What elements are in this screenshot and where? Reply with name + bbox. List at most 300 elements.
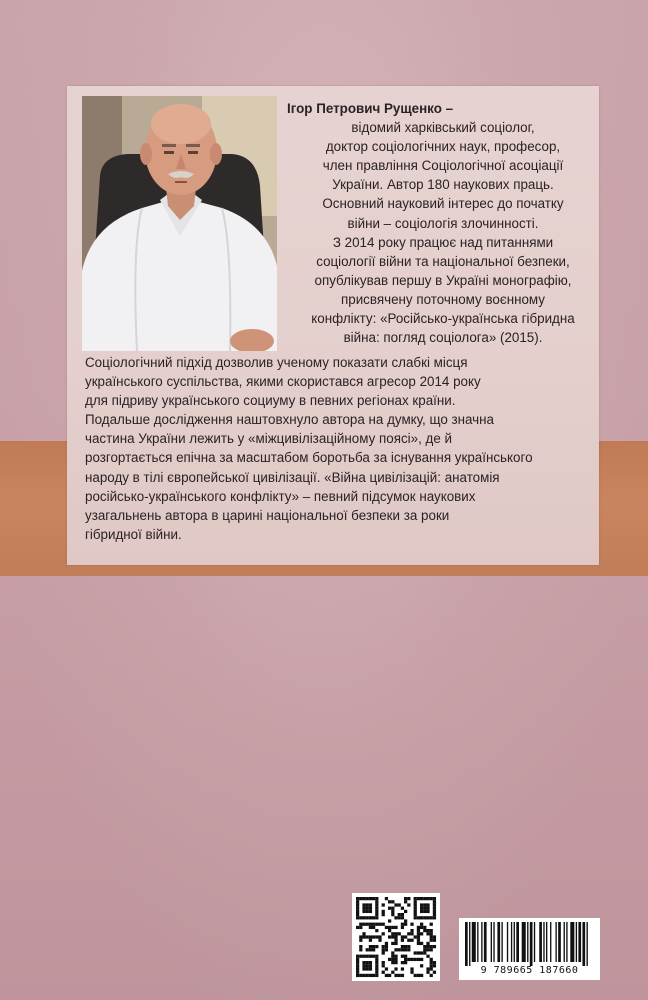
barcode-bar [501, 922, 502, 962]
qr-module [401, 945, 404, 948]
qr-module [398, 903, 401, 906]
bio-line: конфлікту: «Російсько-українська гібридна [311, 311, 575, 327]
qr-module [375, 971, 378, 974]
qr-module [433, 913, 436, 916]
qr-module [420, 923, 423, 926]
qr-module [420, 958, 423, 961]
qr-module [417, 974, 420, 977]
qr-module [356, 955, 359, 958]
qr-module [394, 926, 397, 929]
qr-module [359, 935, 362, 938]
description-line: російсько-українського конфлікту» – певний підсумок наукових [85, 488, 476, 504]
qr-module [394, 948, 397, 951]
qr-module [426, 967, 429, 970]
barcode-bar [484, 922, 487, 962]
qr-module [388, 907, 391, 910]
qr-module [385, 948, 388, 951]
qr-module [366, 923, 369, 926]
isbn-digits: 9 789665 187660 [480, 965, 579, 976]
qr-module [385, 942, 388, 945]
qr-module [375, 961, 378, 964]
author-bio [287, 99, 599, 347]
qr-module [362, 907, 365, 910]
qr-module [388, 919, 391, 922]
description-line: частина України лежить у «міжцивілізаційному поясі», де й [85, 431, 452, 447]
qr-module [423, 926, 426, 929]
qr-module [430, 916, 433, 919]
qr-module [417, 916, 420, 919]
qr-module [382, 948, 385, 951]
qr-module [388, 958, 391, 961]
qr-module [391, 955, 394, 958]
barcode-bar [497, 922, 500, 962]
qr-module [423, 907, 426, 910]
qr-module [369, 923, 372, 926]
barcode-bar [530, 922, 533, 966]
qr-module [423, 897, 426, 900]
qr-module [404, 955, 407, 958]
qr-module [426, 916, 429, 919]
qr-module [385, 945, 388, 948]
barcode-bar [558, 922, 561, 962]
qr-module [388, 926, 391, 929]
barcode-bar [576, 922, 577, 962]
qr-module [359, 945, 362, 948]
qr-module [372, 955, 375, 958]
qr-module [394, 916, 397, 919]
qr-module [426, 948, 429, 951]
qr-module [391, 958, 394, 961]
qr-module [369, 916, 372, 919]
qr-module [369, 964, 372, 967]
qr-module [394, 967, 397, 970]
qr-module [394, 958, 397, 961]
qr-module [394, 935, 397, 938]
qr-module [398, 948, 401, 951]
barcode-bar [469, 922, 470, 966]
qr-module [426, 897, 429, 900]
barcode-bar [522, 922, 526, 962]
qr-module [426, 942, 429, 945]
qr-module [426, 945, 429, 948]
qr-module [375, 903, 378, 906]
qr-module [369, 907, 372, 910]
bio-line: соціології війни та національної безпеки, [316, 253, 570, 269]
qr-module [414, 916, 417, 919]
description-line: Подальше дослідження наштовхнуло автора на думку, що значна [85, 412, 494, 428]
barcode-bar [582, 922, 585, 966]
barcode-bar [546, 922, 547, 962]
qr-module [410, 958, 413, 961]
bio-line: Основний науковий інтерес до початку [322, 196, 564, 212]
qr-module [414, 974, 417, 977]
qr-module [359, 948, 362, 951]
qr-module [410, 939, 413, 942]
barcode-bar [516, 922, 519, 962]
qr-module [382, 961, 385, 964]
qr-module [420, 942, 423, 945]
qr-module [356, 967, 359, 970]
qr-module [426, 910, 429, 913]
qr-module [388, 929, 391, 932]
qr-module [385, 897, 388, 900]
qr-module [426, 929, 429, 932]
qr-module [375, 967, 378, 970]
qr-module [394, 974, 397, 977]
qr-module [433, 910, 436, 913]
qr-module [366, 964, 369, 967]
qr-module [356, 974, 359, 977]
qr-module [369, 945, 372, 948]
description-line: розгортається епічна за масштабом боротьба за існування українського [85, 450, 533, 466]
qr-module [375, 923, 378, 926]
qr-module [404, 923, 407, 926]
qr-module [423, 903, 426, 906]
qr-module [433, 900, 436, 903]
qr-module [362, 923, 365, 926]
qr-module [420, 926, 423, 929]
qr-module [404, 935, 407, 938]
qr-module [426, 903, 429, 906]
qr-module [401, 974, 404, 977]
qr-module [391, 913, 394, 916]
qr-module [382, 951, 385, 954]
qr-module [433, 903, 436, 906]
qr-module [430, 932, 433, 935]
qr-module [433, 907, 436, 910]
isbn-barcode [459, 918, 600, 980]
qr-module [420, 907, 423, 910]
qr-module [414, 903, 417, 906]
qr-module [359, 939, 362, 942]
barcode-bar [477, 922, 478, 962]
qr-module [391, 932, 394, 935]
qr-module [417, 897, 420, 900]
qr-module [359, 897, 362, 900]
qr-module [369, 926, 372, 929]
barcode-bar [550, 922, 551, 962]
qr-module [382, 923, 385, 926]
qr-module [430, 974, 433, 977]
qr-module [382, 971, 385, 974]
qr-module [388, 900, 391, 903]
description-line: українського суспільства, якими скористався агресор 2014 року [85, 374, 481, 390]
qr-module [423, 948, 426, 951]
qr-module [404, 897, 407, 900]
qr-module [420, 932, 423, 935]
qr-module [417, 958, 420, 961]
qr-module [410, 923, 413, 926]
qr-module [356, 926, 359, 929]
qr-module [382, 964, 385, 967]
book-description [85, 353, 595, 544]
qr-module [385, 967, 388, 970]
qr-module [420, 897, 423, 900]
barcode-bar [564, 922, 565, 962]
bio-line: З 2014 року працює над питаннями [332, 234, 554, 250]
barcode-bar [539, 922, 542, 962]
barcode-bar [570, 922, 574, 962]
qr-module [404, 948, 407, 951]
qr-module [391, 926, 394, 929]
qr-module [414, 907, 417, 910]
qr-module [375, 958, 378, 961]
qr-module [375, 964, 378, 967]
qr-module [423, 916, 426, 919]
barcode-bar [465, 922, 468, 966]
qr-module [372, 897, 375, 900]
qr-module [378, 935, 381, 938]
qr-module [385, 974, 388, 977]
qr-module [433, 964, 436, 967]
barcode-bar [555, 922, 556, 962]
qr-module [366, 955, 369, 958]
barcode-bar [514, 922, 515, 962]
qr-module [407, 945, 410, 948]
barcode-bar [472, 922, 476, 962]
qr-module [410, 967, 413, 970]
qr-module [433, 935, 436, 938]
qr-module [423, 951, 426, 954]
qr-module [382, 910, 385, 913]
qr-module [382, 945, 385, 948]
qr-module [430, 923, 433, 926]
qr-module [375, 929, 378, 932]
qr-module [401, 907, 404, 910]
qr-module [369, 967, 372, 970]
qr-module [366, 897, 369, 900]
qr-module [414, 897, 417, 900]
barcode-bar [507, 922, 508, 962]
qr-module [356, 903, 359, 906]
barcode-bar [534, 922, 535, 962]
qr-module [359, 923, 362, 926]
qr-module [375, 916, 378, 919]
qr-module [426, 932, 429, 935]
qr-module [362, 967, 365, 970]
qr-module [401, 961, 404, 964]
qr-module [433, 971, 436, 974]
qr-module [410, 971, 413, 974]
qr-module [430, 897, 433, 900]
qr-module [430, 945, 433, 948]
qr-module [394, 955, 397, 958]
qr-module [407, 958, 410, 961]
qr-module [407, 932, 410, 935]
qr-module [417, 932, 420, 935]
qr-module [372, 974, 375, 977]
description-line: узагальнень автора в царині національної безпеки за роки [85, 507, 450, 523]
qr-module [407, 897, 410, 900]
bio-line: відомий харківський соціолог, [351, 120, 535, 136]
qr-module [430, 929, 433, 932]
qr-module [414, 951, 417, 954]
qr-module [372, 926, 375, 929]
qr-module [420, 974, 423, 977]
qr-module [362, 964, 365, 967]
qr-module [375, 913, 378, 916]
qr-module [362, 916, 365, 919]
qr-module [369, 939, 372, 942]
qr-module [430, 964, 433, 967]
qr-module [423, 945, 426, 948]
qr-module [401, 935, 404, 938]
qr-module [359, 916, 362, 919]
qr-module [426, 907, 429, 910]
qr-module [417, 939, 420, 942]
qr-module [382, 932, 385, 935]
qr-module [417, 942, 420, 945]
qr-module [401, 967, 404, 970]
qr-module [366, 903, 369, 906]
qr-code [352, 893, 440, 981]
qr-module [401, 923, 404, 926]
bio-line: доктор соціологічних наук, професор, [325, 139, 561, 155]
qr-module [394, 932, 397, 935]
qr-module [417, 926, 420, 929]
qr-module [372, 916, 375, 919]
qr-module [394, 961, 397, 964]
qr-module [410, 929, 413, 932]
qr-module [414, 935, 417, 938]
qr-module [401, 926, 404, 929]
qr-module [398, 916, 401, 919]
qr-module [404, 900, 407, 903]
qr-module [433, 916, 436, 919]
qr-module [359, 955, 362, 958]
qr-module [359, 974, 362, 977]
qr-module [362, 932, 365, 935]
qr-module [369, 961, 372, 964]
qr-module [391, 910, 394, 913]
qr-module [366, 967, 369, 970]
qr-module [394, 903, 397, 906]
qr-module [362, 961, 365, 964]
qr-module [375, 935, 378, 938]
description-line: гібридної війни. [85, 526, 182, 542]
bio-line: війни – соціологія злочинності. [347, 215, 539, 231]
qr-module [426, 955, 429, 958]
qr-module [391, 961, 394, 964]
barcode-bar [493, 922, 494, 962]
qr-module [410, 932, 413, 935]
qr-module [414, 958, 417, 961]
description-line: народу в тілі європейської цивілізації. «Війна цивілізацій: анатомія [85, 469, 500, 485]
qr-module [372, 948, 375, 951]
qr-module [388, 935, 391, 938]
bio-line: війна: погляд соціолога» (2015). [343, 330, 543, 346]
qr-module [404, 961, 407, 964]
qr-module [362, 910, 365, 913]
qr-module [398, 974, 401, 977]
bio-line: України. Автор 180 наукових праць. [332, 177, 554, 193]
qr-module [362, 935, 365, 938]
qr-module [407, 948, 410, 951]
qr-module [430, 961, 433, 964]
qr-module [433, 939, 436, 942]
qr-module [420, 903, 423, 906]
qr-module [369, 948, 372, 951]
qr-module [369, 955, 372, 958]
qr-module [407, 939, 410, 942]
qr-module [394, 942, 397, 945]
bio-line: опублікував першу в Україні монографію, [314, 272, 572, 288]
qr-module [433, 897, 436, 900]
qr-module [375, 945, 378, 948]
qr-module [369, 903, 372, 906]
description-line: Соціологічний підхід дозволив ученому показати слабкі місця [85, 355, 468, 370]
qr-module [388, 974, 391, 977]
qr-module [430, 939, 433, 942]
qr-module [391, 951, 394, 954]
qr-module [414, 900, 417, 903]
qr-module [401, 916, 404, 919]
qr-module [420, 910, 423, 913]
qr-module [430, 948, 433, 951]
qr-module [430, 967, 433, 970]
barcode-bar [566, 922, 567, 962]
barcode-bar [578, 922, 581, 962]
qr-module [420, 916, 423, 919]
qr-module [401, 948, 404, 951]
qr-module [356, 907, 359, 910]
qr-module [385, 926, 388, 929]
qr-module [362, 955, 365, 958]
qr-module [430, 958, 433, 961]
author-name: Ігор Петрович Рущенко – [287, 101, 454, 116]
qr-module [423, 929, 426, 932]
barcode-bar [491, 922, 492, 962]
qr-module [375, 955, 378, 958]
barcode-bar [527, 922, 528, 962]
qr-module [356, 897, 359, 900]
qr-module [362, 897, 365, 900]
qr-module [372, 923, 375, 926]
qr-module [356, 900, 359, 903]
qr-module [366, 961, 369, 964]
qr-module [366, 948, 369, 951]
qr-module [391, 942, 394, 945]
qr-module [356, 971, 359, 974]
qr-module [375, 910, 378, 913]
qr-module [430, 935, 433, 938]
qr-module [417, 929, 420, 932]
qr-module [375, 900, 378, 903]
qr-module [391, 907, 394, 910]
qr-module [382, 903, 385, 906]
qr-module [366, 907, 369, 910]
barcode-bar [511, 922, 512, 962]
qr-module [420, 951, 423, 954]
bio-line: присвячену поточному воєнному [341, 291, 545, 307]
qr-module [375, 974, 378, 977]
description-line: для підриву українського социуму в певних регіонах країни. [85, 393, 456, 409]
qr-module [398, 913, 401, 916]
qr-module [394, 939, 397, 942]
qr-module [378, 939, 381, 942]
qr-module [366, 935, 369, 938]
qr-module [359, 926, 362, 929]
qr-module [375, 907, 378, 910]
qr-module [356, 961, 359, 964]
qr-module [401, 913, 404, 916]
qr-module [404, 958, 407, 961]
qr-module [378, 923, 381, 926]
qr-module [398, 932, 401, 935]
qr-module [404, 945, 407, 948]
qr-module [417, 935, 420, 938]
qr-module [401, 939, 404, 942]
